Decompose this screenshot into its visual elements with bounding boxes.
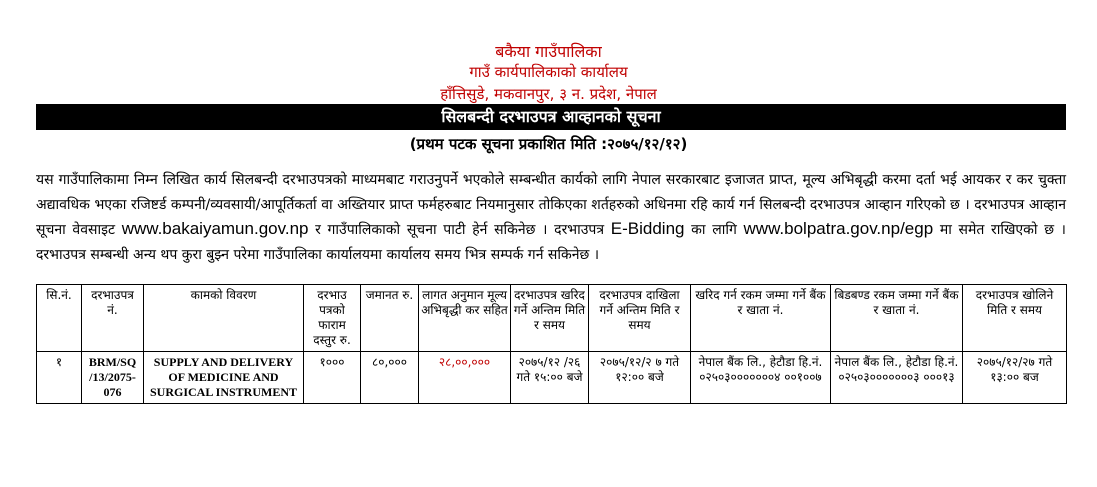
website-link-bolpatra[interactable]: www.bolpatra.gov.np/egp: [743, 219, 934, 238]
office-name: गाउँ कार्यपालिकाको कार्यालय: [469, 63, 628, 81]
office-address: हाँत्तिसुडे, मकवानपुर, ३ न. प्रदेश, नेपाल: [440, 85, 657, 103]
col-header-bidbond-bank: बिडबण्ड रकम जम्मा गर्ने बैंक र खाता नं.: [831, 285, 963, 352]
website-link-bakaiyamun[interactable]: www.bakaiyamun.gov.np: [121, 219, 309, 238]
cell-form-fee: १०००: [304, 352, 361, 404]
cell-opening: २०७५/१२/२७ गते १३:०० बज: [963, 352, 1067, 404]
col-header-form-fee: दरभाउ पत्रको फाराम दस्तुर रु.: [304, 285, 361, 352]
cell-sn: १: [37, 352, 82, 404]
col-header-opening: दरभाउपत्र खोलिने मिति र समय: [963, 285, 1067, 352]
table-header-row: [37, 285, 1067, 352]
notice-paragraph: [36, 168, 1066, 267]
cell-bidbond-bank: नेपाल बैंक लि., हेटौडा हि.नं. ०२५०३०००००००३ ०००१३: [831, 352, 963, 404]
col-header-tender-no: दरभाउपत्र नं.: [82, 285, 144, 352]
col-header-submission-deadline: दरभाउपत्र दाखिला गर्ने अन्तिम मिति र समय: [589, 285, 691, 352]
cell-description: SUPPLY AND DELIVERY OF MEDICINE AND SURGICAL INSTRUMENT: [144, 352, 304, 404]
paragraph-text-1: यस गाउँपालिकामा निम्न लिखित कार्य सिलबन्दी दरभाउपत्रको माध्यमबाट गराउनुपर्ने भएकोले सम्बन्धीत कार्यको लागि नेपाल सरकारबाट इजाजत प्राप्त, मूल्य अभिबृद्धी करमा दर्ता भई आयकर र कर चुक्ता अद्यावधिक भएका रजिष्टर्ड कम्पनी/व्यवसायी/आपूर्तिकर्ता वा अख्तियार प्राप्त फर्महरुबाट नियमानुसार तोकिएका शर्तहरुको अधिनमा रहि कार्य गर्न सिलबन्दी दरभाउपत्र आव्हान गरिएको छ । दरभाउपत्र आव्हान सूचना वेवसाइट: [36, 172, 1066, 238]
paragraph-text-2: र गाउँपालिकाको सूचना पाटी हेर्न सकिनेछ । दरभाउपत्र: [308, 222, 611, 238]
cell-purchase-deadline: २०७५/१२ /२६ गते १५:०० बजे: [511, 352, 589, 404]
tender-table: [36, 284, 1067, 404]
cell-security: ८०,०००: [361, 352, 419, 404]
table-row: [37, 352, 1067, 404]
notice-title: सिलबन्दी दरभाउपत्र आव्हानको सूचना: [36, 104, 1066, 130]
cell-tender-no: BRM/SQ /13/2075-076: [82, 352, 144, 404]
col-header-description: कामको विवरण: [144, 285, 304, 352]
col-header-cost-estimate: लागत अनुमान मूल्य अभिबृद्धी कर सहित: [419, 285, 511, 352]
col-header-security: जमानत रु.: [361, 285, 419, 352]
cell-purchase-bank: नेपाल बैंक लि., हेटौडा हि.नं. ०२५०३०००००००४ ००१००७: [691, 352, 831, 404]
col-header-sn: सि.नं.: [37, 285, 82, 352]
notice-subtitle: (प्रथम पटक सूचना प्रकाशित मिति :२०७५/१२/१२): [409, 135, 688, 153]
paragraph-text-4: मा समेत राखिएको छ । दरभाउपत्र सम्बन्धी अन्य थप कुरा बुझ्न परेमा गाउँपालिका कार्यालयमा कार्यालय समय भित्र सम्पर्क गर्न सकिनेछ ।: [36, 222, 1066, 263]
paragraph-text-3: का लागि: [684, 222, 744, 238]
col-header-purchase-bank: खरिद गर्न रकम जम्मा गर्ने बैंक र खाता नं.: [691, 285, 831, 352]
cell-cost-estimate: २८,००,०००: [419, 352, 511, 404]
ebidding-text: E-Bidding: [610, 219, 685, 238]
municipality-name: बकैया गाउँपालिका: [495, 42, 602, 61]
cell-submission-deadline: २०७५/१२/२ ७ गते १२:०० बजे: [589, 352, 691, 404]
col-header-purchase-deadline: दरभाउपत्र खरिद गर्ने अन्तिम मिति र समय: [511, 285, 589, 352]
